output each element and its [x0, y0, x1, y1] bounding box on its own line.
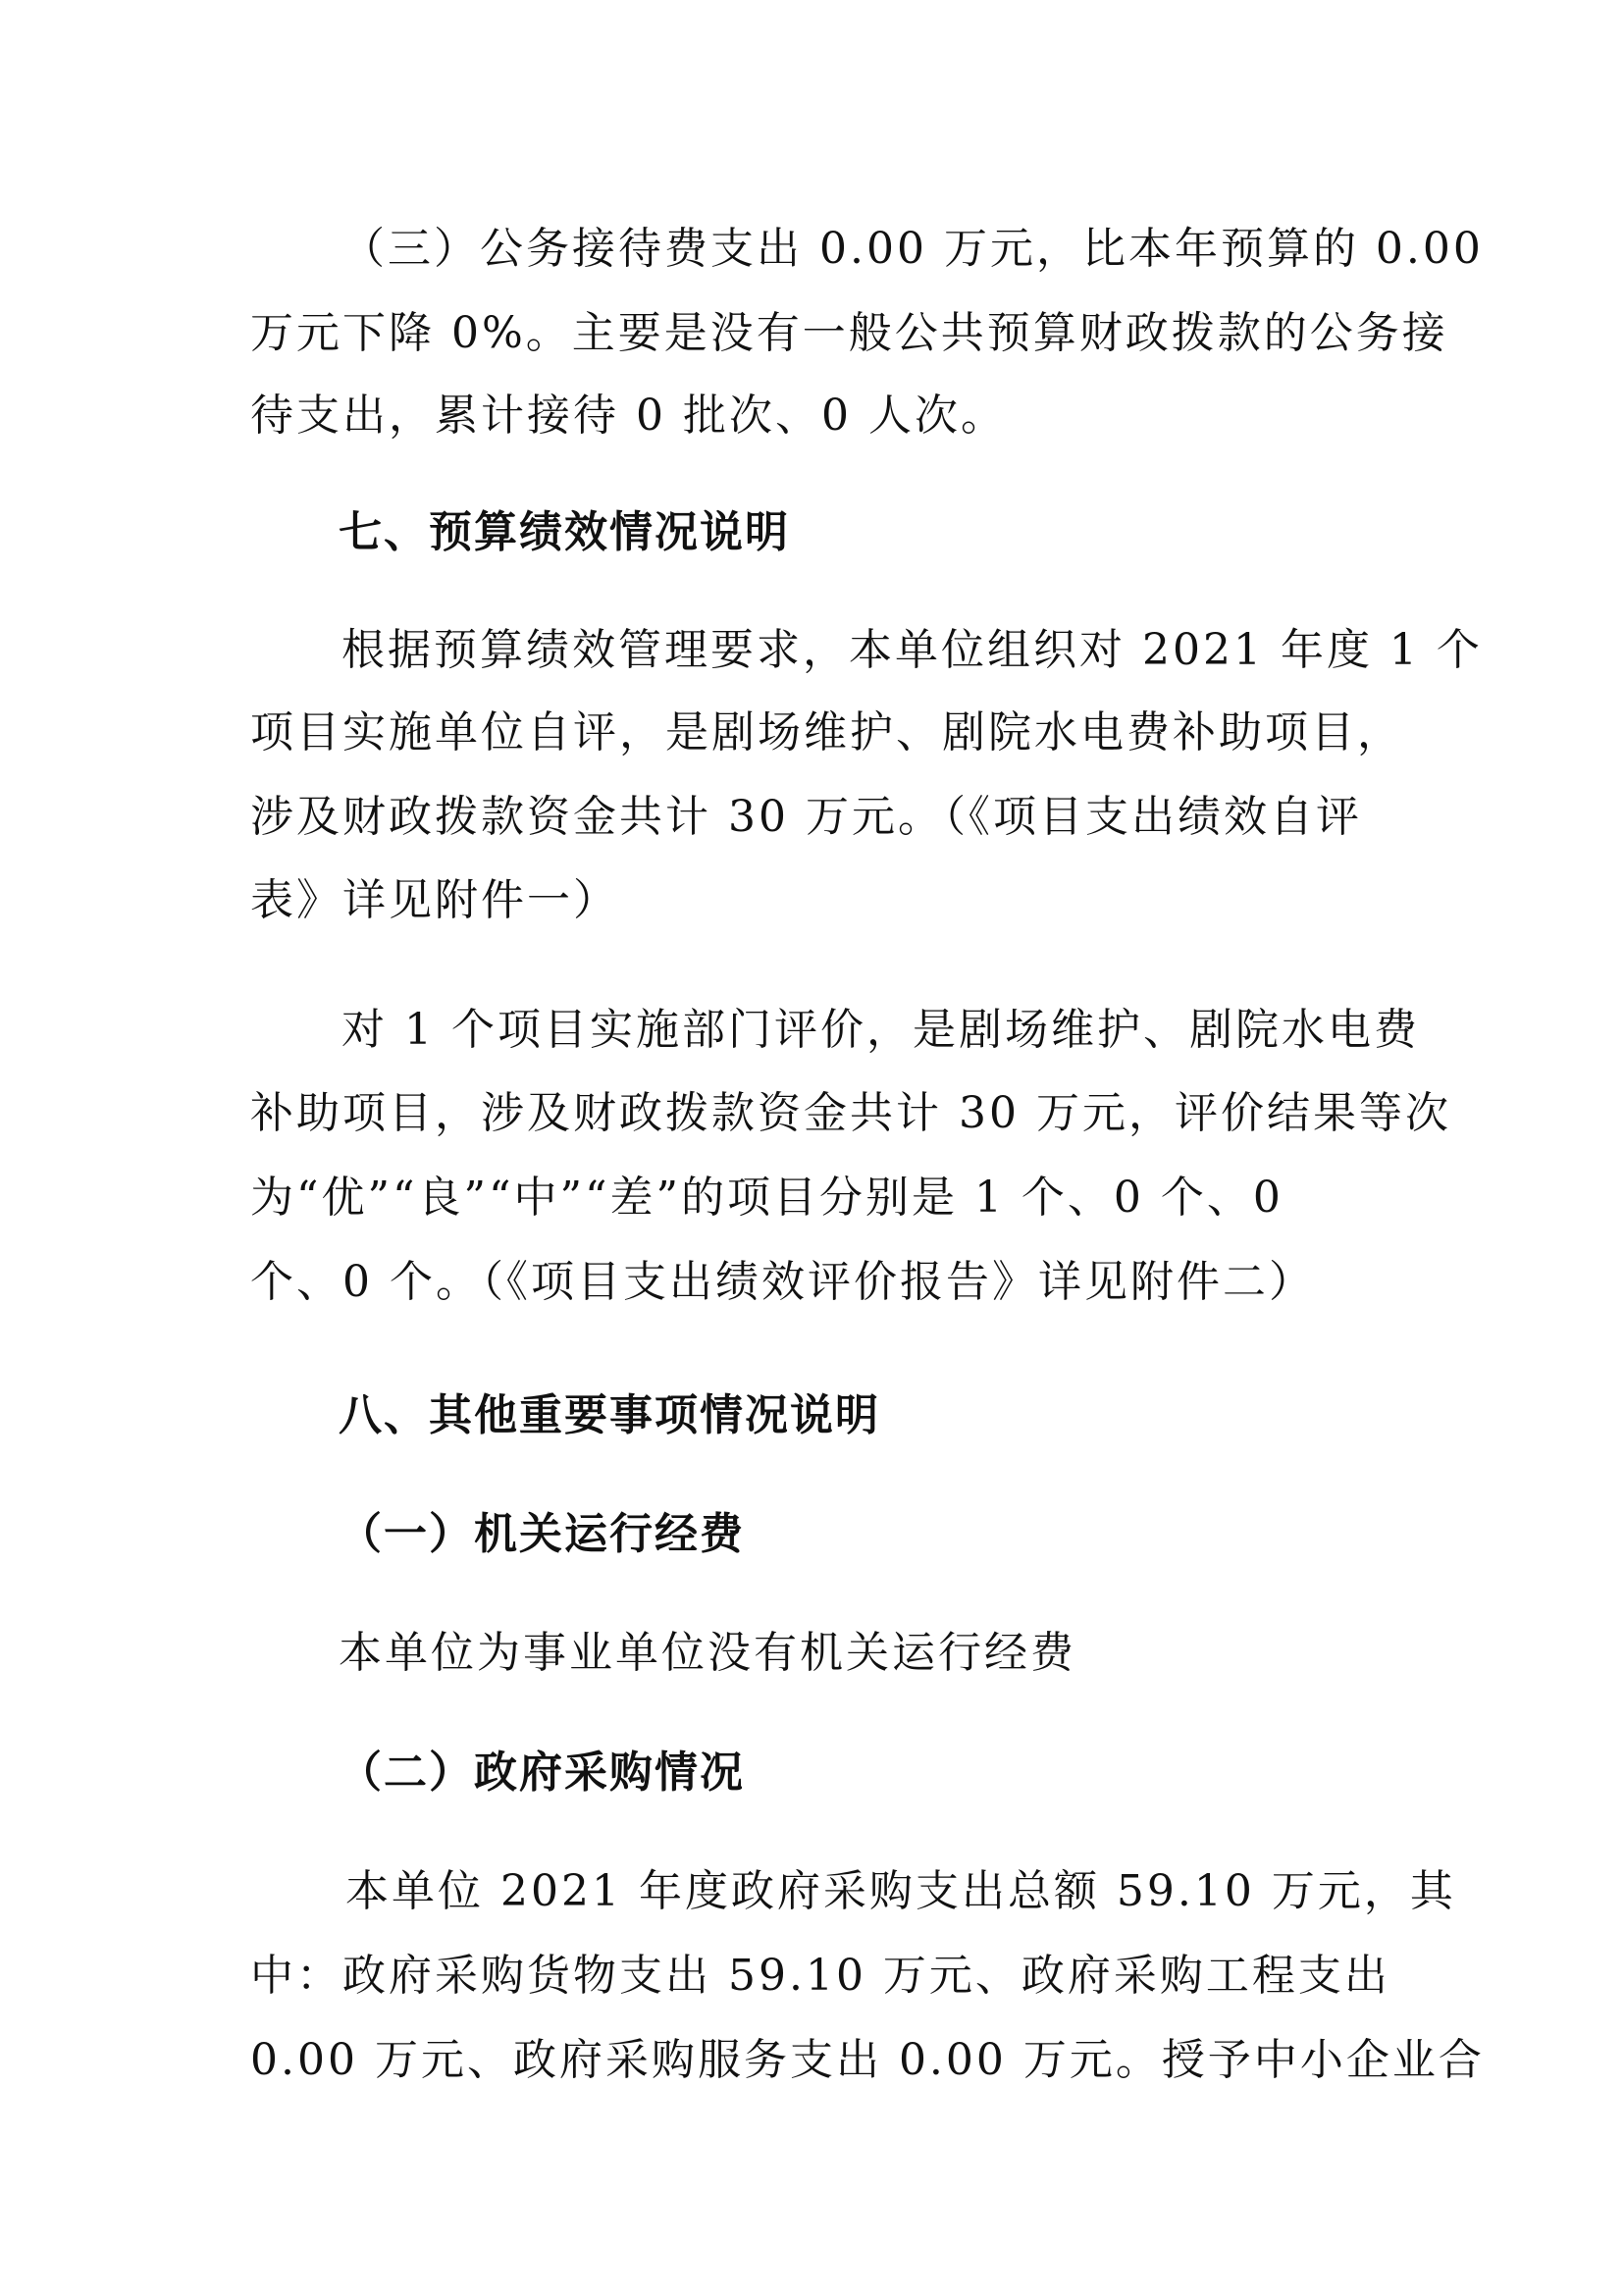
subsection-heading-2: （二）政府采购情况: [339, 1748, 745, 1798]
paragraph-line: 本单位为事业单位没有机关运行经费: [339, 1628, 1076, 1678]
subsection-heading-1: （一）机关运行经费: [339, 1509, 745, 1559]
paragraph-line: 项目实施单位自评，是剧场维护、剧院水电费补助项目，: [250, 707, 1403, 757]
section-heading-8: 八、其他重要事项情况说明: [339, 1390, 880, 1440]
paragraph-line: 0.00 万元、政府采购服务支出 0.00 万元。授予中小企业合: [250, 2035, 1485, 2085]
paragraph-line: 涉及财政拨款资金共计 30 万元。（《项目支出绩效自评: [250, 792, 1362, 842]
paragraph-line: 万元下降 0%。主要是没有一般公共预算财政拨款的公务接: [250, 308, 1448, 358]
paragraph-line: 个、0 个。（《项目支出绩效评价报告》详见附件二）: [250, 1257, 1315, 1307]
paragraph-line: 待支出，累计接待 0 批次、0 人次。: [250, 391, 1007, 441]
paragraph-line: 本单位 2021 年度政府采购支出总额 59.10 万元，其: [345, 1866, 1456, 1916]
paragraph-line: 中：政府采购货物支出 59.10 万元、政府采购工程支出: [250, 1951, 1390, 2001]
paragraph-line: （三）公务接待费支出 0.00 万元，比本年预算的 0.00: [341, 224, 1484, 274]
paragraph-line: 根据预算绩效管理要求，本单位组织对 2021 年度 1 个: [341, 625, 1483, 675]
paragraph-line: 为“优”“良”“中”“差”的项目分别是 1 个、0 个、0: [250, 1173, 1283, 1223]
section-heading-7: 七、预算绩效情况说明: [339, 507, 790, 557]
paragraph-line: 补助项目，涉及财政拨款资金共计 30 万元，评价结果等次: [250, 1088, 1451, 1138]
paragraph-line: 表》详见附件一）: [250, 875, 619, 925]
paragraph-line: 对 1 个项目实施部门评价，是剧场维护、剧院水电费: [341, 1005, 1420, 1055]
